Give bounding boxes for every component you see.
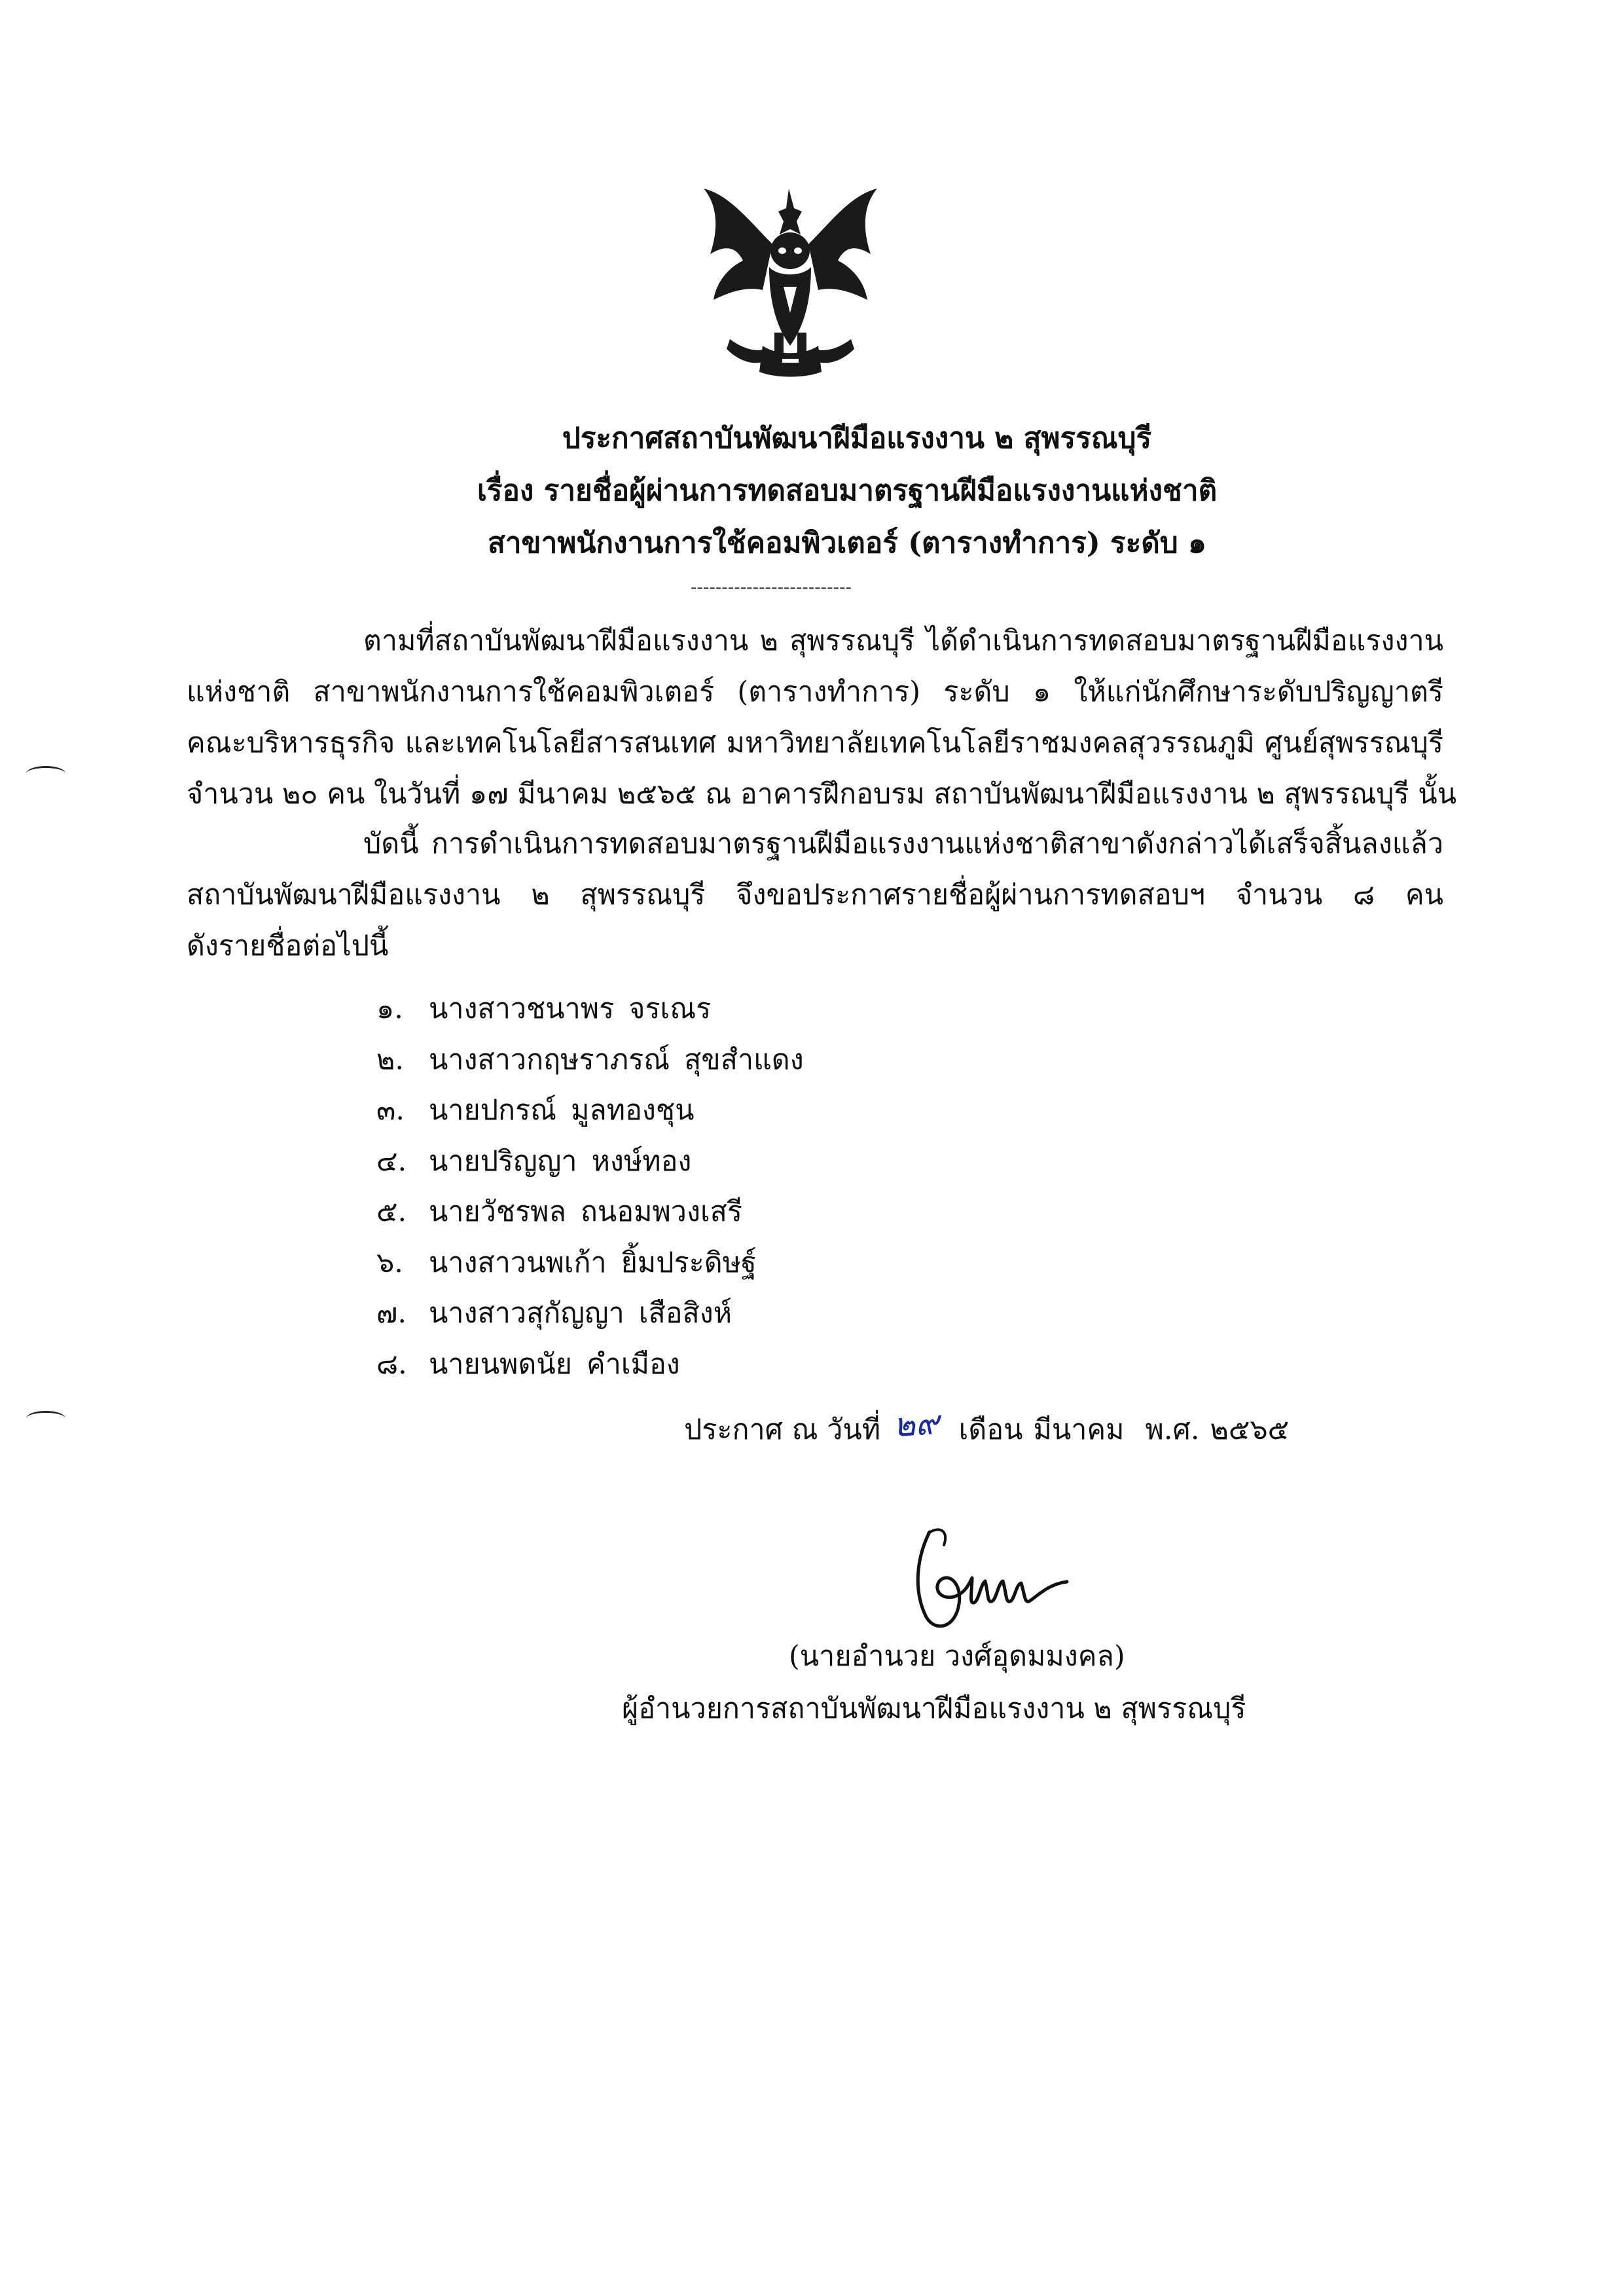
person-last-name: คำเมือง — [587, 1347, 680, 1381]
paragraph-line: บัดนี้ การดำเนินการทดสอบมาตรฐานฝีมือแรงงานแห่งชาติสาขาดังกล่าวได้เสร็จสิ้นลงแล้ว — [363, 828, 1443, 860]
list-number: ๕. — [376, 1195, 407, 1228]
year-value: ๒๕๖๕ — [1210, 1413, 1290, 1446]
person-last-name: ถนอมพวงเสรี — [580, 1195, 742, 1228]
announcement-date — [684, 1402, 1289, 1454]
paragraph-line: ดังรายชื่อต่อไปนี้ — [187, 930, 389, 962]
person-first-name: นางสาวกฤษราภรณ์ — [429, 1043, 670, 1076]
list-item — [376, 1187, 804, 1238]
list-number: ๑. — [376, 993, 403, 1025]
list-item — [376, 1339, 804, 1391]
person-last-name: เสือสิงห์ — [638, 1297, 732, 1330]
signer-name: (นายอำนวย วงศ์อุดมมงคล) — [789, 1640, 1125, 1673]
list-number: ๓. — [376, 1094, 405, 1127]
paragraph-line: แห่งชาติ สาขาพนักงานการใช้คอมพิวเตอร์ (ตารางทำการ) ระดับ ๑ ให้แก่นักศึกษาระดับปริญญาตรี — [187, 676, 1443, 708]
paragraph-result — [187, 818, 1443, 972]
signer-title: ผู้อำนวยการสถาบันพัฒนาฝีมือแรงงาน ๒ สุพรรณบุรี — [622, 1692, 1246, 1725]
person-first-name: นางสาวสุกัญญา — [429, 1297, 624, 1330]
list-item — [376, 1035, 804, 1086]
person-first-name: นายนพดนัย — [429, 1347, 572, 1381]
handwritten-day: ๒๙ — [892, 1403, 941, 1445]
person-last-name: สุขสำแดง — [684, 1043, 804, 1076]
month-value: มีนาคม — [1033, 1413, 1125, 1446]
list-number: ๒. — [376, 1043, 405, 1076]
month-label: เดือน — [958, 1413, 1023, 1446]
year-label: พ.ศ. — [1145, 1413, 1200, 1446]
announcement-branch: สาขาพนักงานการใช้คอมพิวเตอร์ (ตารางทำการ) ระดับ ๑ — [487, 526, 1206, 560]
paragraph-line: จำนวน ๒๐ คน ในวันที่ ๑๗ มีนาคม ๒๕๖๕ ณ อาคารฝึกอบรม สถาบันพัฒนาฝีมือแรงงาน ๒ สุพรรณบุรี นั้น — [187, 778, 1457, 811]
scan-mark — [26, 766, 65, 781]
person-first-name: นายวัชรพล — [429, 1195, 566, 1228]
list-number: ๗. — [376, 1297, 407, 1330]
person-last-name: จรเณร — [628, 993, 712, 1025]
list-number: ๖. — [376, 1246, 403, 1279]
person-first-name: นางสาวชนาพร — [429, 993, 615, 1025]
paragraph-line: คณะบริหารธุรกิจ และเทคโนโลยีสารสนเทศ มหาวิทยาลัยเทคโนโลยีราชมงคลสุวรรณภูมิ ศูนย์สุพรรณบุรี — [187, 727, 1443, 759]
person-last-name: มูลทองชุน — [571, 1094, 695, 1127]
list-item — [376, 1085, 804, 1137]
handwritten-signature — [903, 1519, 1074, 1637]
person-first-name: นายปริญญา — [429, 1144, 577, 1178]
announcement-subject: เรื่อง รายชื่อผู้ผ่านการทดสอบมาตรฐานฝีมือแรงงานแห่งชาติ — [477, 474, 1218, 507]
passed-names-list — [376, 984, 804, 1390]
paragraph-line: สถาบันพัฒนาฝีมือแรงงาน ๒ สุพรรณบุรี จึงขอประกาศรายชื่อผู้ผ่านการทดสอบฯ จำนวน ๘ คน — [187, 879, 1443, 911]
announcement-title: ประกาศสถาบันพัฒนาฝีมือแรงงาน ๒ สุพรรณบุรี — [562, 422, 1152, 455]
list-number: ๘. — [376, 1347, 407, 1381]
document-header — [0, 412, 1609, 570]
person-first-name: นายปกรณ์ — [429, 1094, 557, 1127]
list-item — [376, 1238, 804, 1289]
person-first-name: นางสาวนพเก้า — [429, 1246, 607, 1279]
person-last-name: ยิ้มประดิษฐ์ — [621, 1246, 757, 1279]
garuda-emblem-icon — [691, 182, 890, 388]
header-divider: -------------------------- — [691, 576, 852, 598]
paragraph-intro — [187, 615, 1457, 820]
person-last-name: หงษ์ทอง — [591, 1144, 692, 1178]
scan-mark — [26, 1411, 65, 1426]
date-prefix: ประกาศ ณ วันที่ — [684, 1413, 881, 1446]
list-item — [376, 1288, 804, 1339]
paragraph-line: ตามที่สถาบันพัฒนาฝีมือแรงงาน ๒ สุพรรณบุรี ได้ดำเนินการทดสอบมาตรฐานฝีมือแรงงาน — [363, 625, 1443, 657]
list-item — [376, 984, 804, 1035]
list-number: ๔. — [376, 1144, 407, 1178]
list-item — [376, 1137, 804, 1188]
